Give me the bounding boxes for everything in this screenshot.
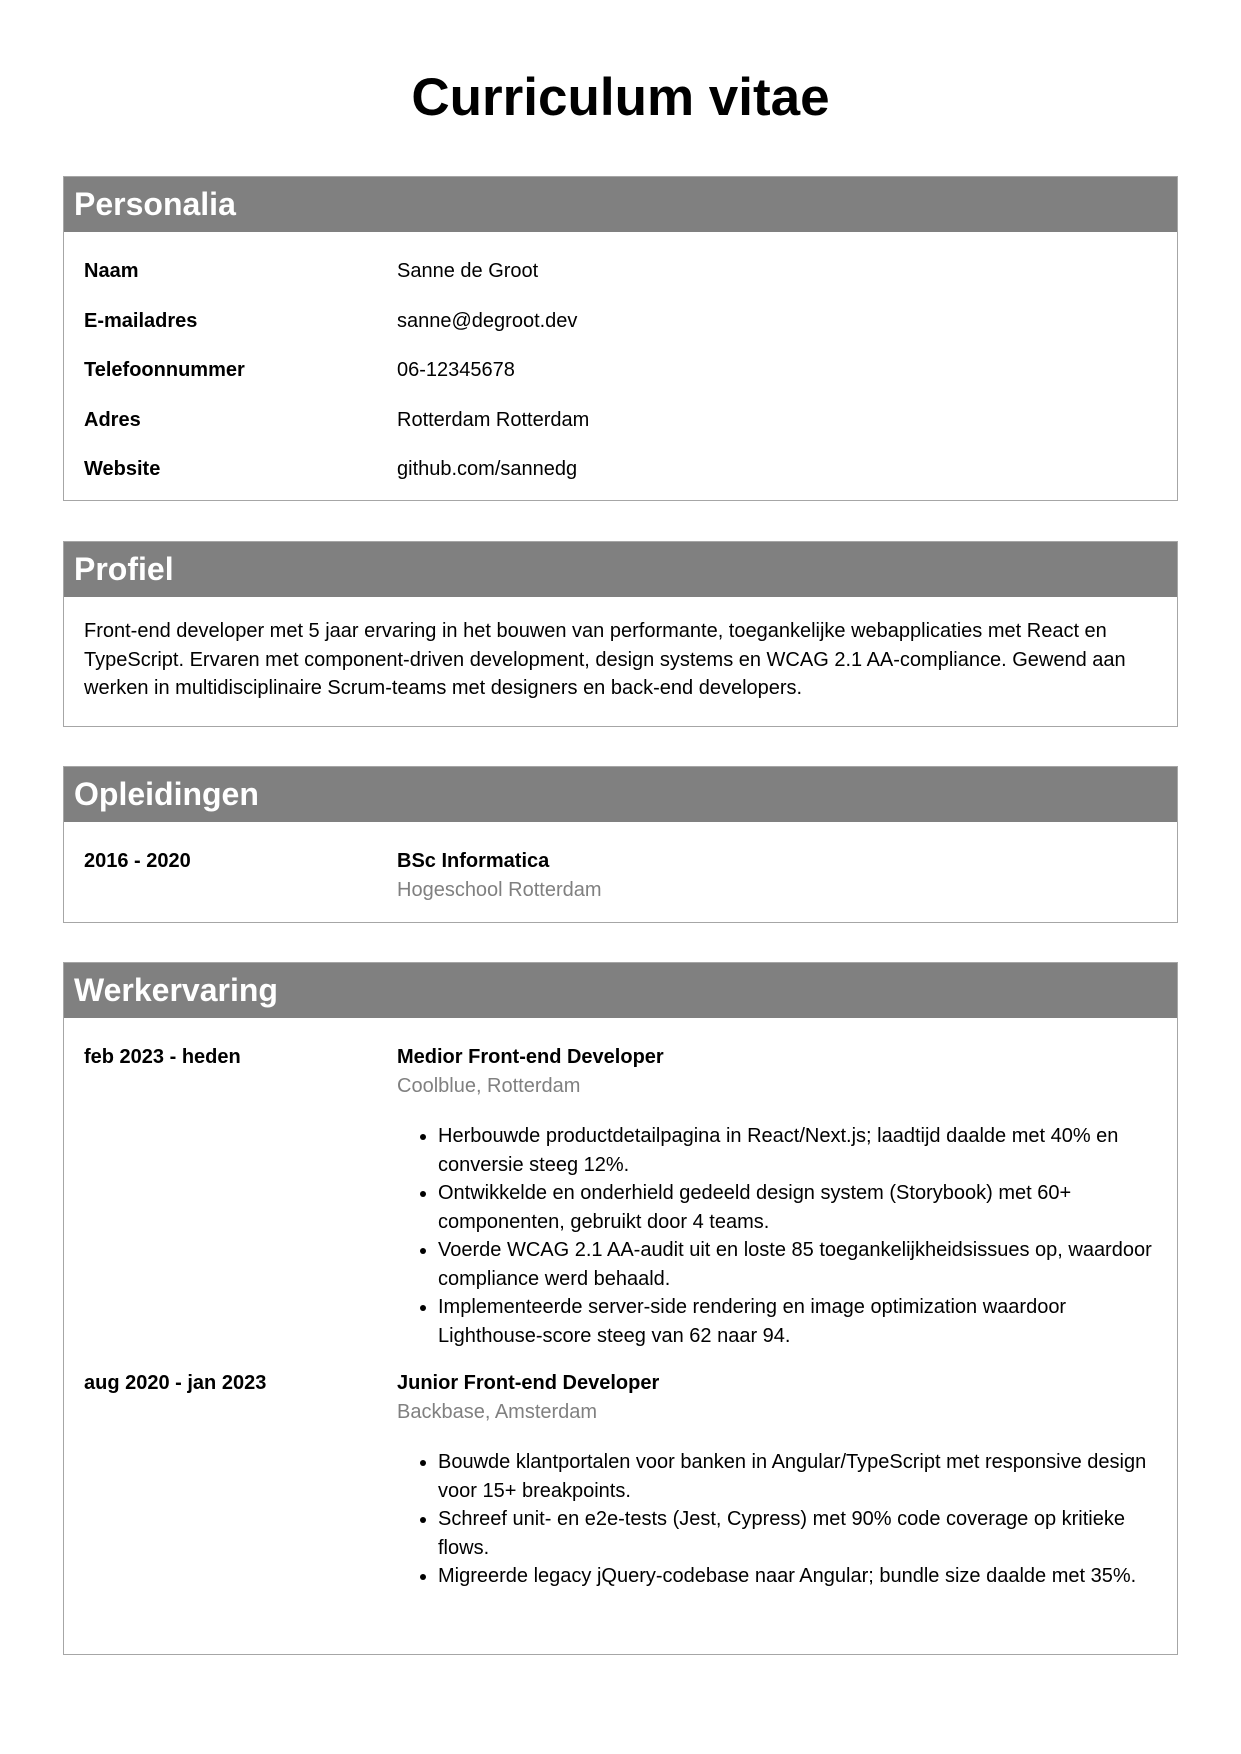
personalia-row-naam [64, 259, 1177, 309]
job-title: Medior Front-end Developer [397, 1046, 664, 1068]
job-details [397, 1371, 1157, 1591]
job-employer: Coolblue, Rotterdam [397, 1075, 581, 1097]
field-label: Telefoonnummer [84, 359, 245, 381]
job-bullets [397, 1448, 1157, 1591]
field-value: Rotterdam Rotterdam [397, 408, 590, 431]
list-item: • Ontwikkelde en onderhield gedeeld design system (Storybook) met 60+ componenten, gebruikt door 4 teams. [438, 1179, 1157, 1236]
personalia-row-telefoon [64, 358, 1177, 408]
page-title: Curriculum vitae [411, 68, 830, 127]
job-period: feb 2023 - heden [84, 1046, 241, 1068]
personalia-row-adres [64, 408, 1177, 458]
job-title: Junior Front-end Developer [397, 1372, 660, 1394]
field-value: sanne@degroot.dev [397, 309, 578, 332]
section-personalia [63, 176, 1178, 501]
personalia-row-email [64, 309, 1177, 359]
section-opleidingen [63, 766, 1178, 923]
personalia-rows [64, 232, 1177, 507]
section-profiel [63, 541, 1178, 727]
job-details [397, 1045, 1157, 1350]
education-entry [64, 822, 1177, 919]
list-item: • Implementeerde server-side rendering en image optimization waardoor Lighthouse-score steeg van 62 naar 94. [438, 1293, 1157, 1350]
profile-text: Front-end developer met 5 jaar ervaring in het bouwen van performante, toegankelijke webapplicaties met React en TypeScript. Ervaren met component-driven development, design systems en WCAG 2.1 AA-compliance. Gewend aan werken in multidisciplinaire Scrum-teams met designers en back-end developers. [84, 620, 1126, 699]
section-werkervaring [63, 962, 1178, 1655]
education-title: BSc Informatica [397, 850, 550, 872]
field-label: E-mailadres [84, 309, 198, 332]
field-label: Website [84, 458, 161, 480]
field-label: Naam [84, 260, 139, 282]
field-value: github.com/sannedg [397, 458, 578, 480]
list-item: • Bouwde klantportalen voor banken in Angular/TypeScript met responsive design voor 15+ breakpoints. [438, 1448, 1157, 1505]
education-institution: Hogeschool Rotterdam [397, 879, 602, 901]
section-heading: Opleidingen [64, 767, 1177, 822]
section-heading: Profiel [64, 542, 1177, 597]
job-period: aug 2020 - jan 2023 [84, 1372, 267, 1394]
education-period: 2016 - 2020 [84, 850, 191, 872]
list-item: • Voerde WCAG 2.1 AA-audit uit en loste 85 toegankelijkheidsissues op, waardoor compliance werd behaald. [438, 1236, 1157, 1293]
personalia-row-website [64, 457, 1177, 507]
education-details [397, 849, 1177, 902]
field-value: 06-12345678 [397, 359, 515, 381]
job-entry [64, 1045, 1177, 1350]
section-heading: Personalia [64, 177, 1177, 232]
section-heading: Werkervaring [64, 963, 1177, 1018]
list-item: • Migreerde legacy jQuery-codebase naar Angular; bundle size daalde met 35%. [438, 1562, 1157, 1591]
field-label: Adres [84, 408, 141, 431]
list-item: • Schreef unit- en e2e-tests (Jest, Cypress) met 90% code coverage op kritieke flows. [438, 1505, 1157, 1562]
job-employer: Backbase, Amsterdam [397, 1401, 598, 1423]
job-entry [64, 1371, 1177, 1591]
field-value: Sanne de Groot [397, 260, 539, 282]
job-bullets [397, 1122, 1157, 1350]
list-item: • Herbouwde productdetailpagina in React/Next.js; laadtijd daalde met 40% en conversie steeg 12%. [438, 1122, 1157, 1179]
